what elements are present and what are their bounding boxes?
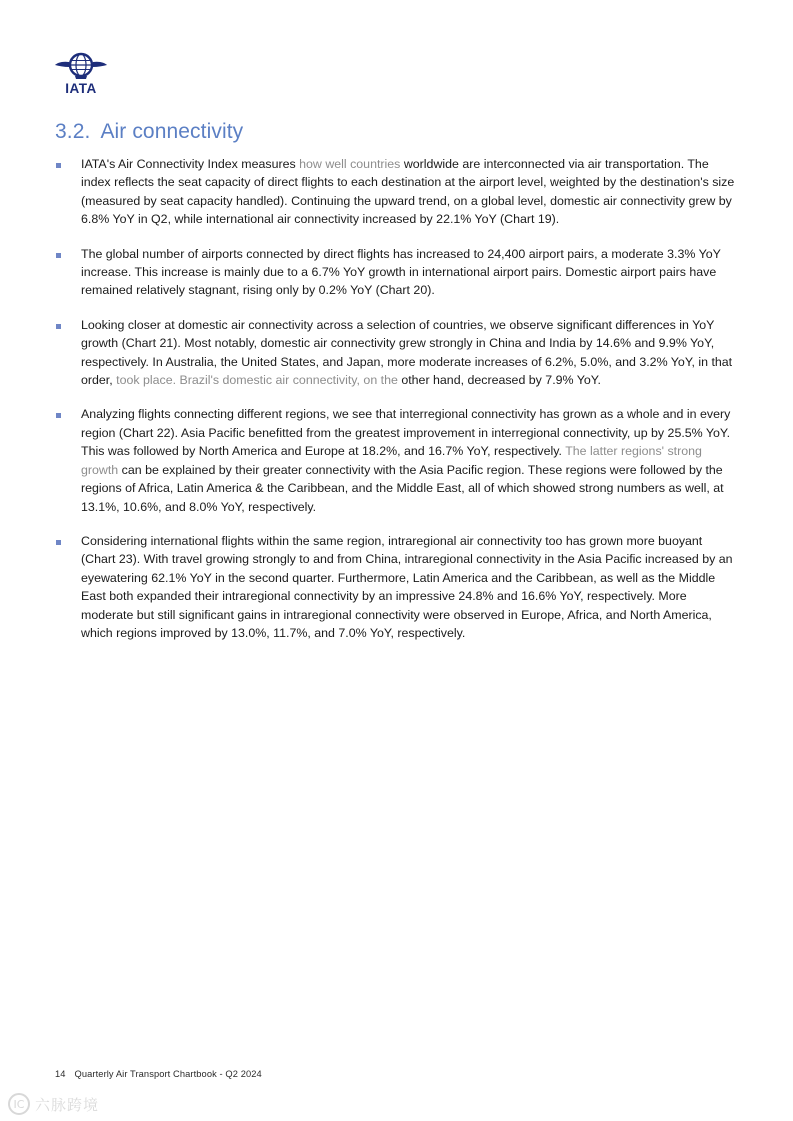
bullet-text [81, 532, 739, 642]
page-title [55, 120, 243, 144]
bullet-square-icon [55, 532, 81, 545]
bullet-item [55, 316, 739, 390]
bullet-text [81, 405, 739, 515]
footer-document-title: Quarterly Air Transport Chartbook - Q2 2024 [74, 1069, 262, 1079]
bullet-text-segment: worldwide are interconnected via air transportation. The index reflects the seat capacity of direct flights to each destination at the airport level, weighted by the destination's size (measured by seat capacity handled). Continuing the upward trend, on a global level, domestic air connectivity grew by 6.8% YoY in Q2, while international air connectivity increased by 22.1% YoY (Chart 19). [81, 157, 735, 227]
bullet-text-highlight: how well countries [299, 157, 401, 171]
bullet-square-icon [55, 316, 81, 329]
bullet-text-segment: Considering international flights within the same region, intraregional air connectivity too has grown more buoyant (Chart 23). With travel growing strongly to and from China, intraregional connectivity in the Asia Pacific increased by an eyewatering 62.1% YoY in the second quarter. Furthermore, Latin America and the Caribbean, as well as the Middle East both expanded their intraregional connectivity by an impressive 24.8% and 16.6% YoY, respectively. More moderate but still significant gains in intraregional connectivity were observed in Europe, Africa, and North America, which regions improved by 13.0%, 11.7%, and 7.0% YoY, respectively. [81, 533, 733, 640]
bullet-text-segment: The global number of airports connected by direct flights has increased to 24,400 airport pairs, a moderate 3.3% YoY increase. This increase is mainly due to a 6.7% YoY growth in international airport pairs. Domestic airport pairs have remained relatively stagnant, rising only by 0.2% YoY (Chart 20). [81, 246, 721, 298]
bullet-item [55, 155, 739, 229]
bullet-text [81, 155, 739, 229]
section-number: 3.2. [55, 120, 91, 143]
footer-page-number: 14 [55, 1069, 66, 1079]
iata-logo-text: IATA [65, 81, 97, 96]
iata-logo [55, 50, 111, 96]
bullet-text-segment: other hand, decreased by 7.9% YoY. [397, 373, 601, 388]
body-content [55, 155, 739, 658]
bullet-square-icon [55, 245, 81, 258]
bullet-square-icon [55, 155, 81, 168]
watermark-logo-icon: IC [8, 1093, 30, 1115]
bullet-text-segment: Analyzing flights connecting different regions, we see that interregional connectivity has grown as a whole and in every region (Chart 22). Asia Pacific benefitted from the greatest improvement in interregional connectivity, up by 25.5% YoY. This was followed by North America and Europe at 18.2%, and 16.7% YoY, respectively. [81, 407, 731, 459]
iata-winged-globe-logo-icon [55, 50, 107, 80]
bullet-text [81, 245, 739, 300]
watermark [8, 1093, 99, 1115]
bullet-text-segment: IATA's Air Connectivity Index measures [81, 157, 300, 171]
bullet-text-highlight: The latter regions' strong growth [81, 444, 702, 477]
section-title: Air connectivity [100, 120, 244, 143]
bullet-text [81, 316, 739, 390]
watermark-text: 六脉跨境 [35, 1095, 100, 1114]
bullet-square-icon [55, 405, 81, 418]
bullet-item [55, 405, 739, 515]
bullet-text-segment: Looking closer at domestic air connectivity across a selection of countries, we observe significant differences in YoY growth (Chart 21). Most notably, domestic air connectivity grew strongly in China and India by 14.6% and 9.9% YoY, respectively. In Australia, the United States, and Japan, more moderate increases of 6.2%, 5.0%, and 3.2% YoY, in that order, [81, 317, 733, 388]
bullet-item [55, 532, 739, 642]
bullet-text-highlight: took place. Brazil's domestic air connectivity, on the [116, 373, 398, 388]
bullet-item [55, 245, 739, 300]
bullet-text-segment: can be explained by their greater connectivity with the Asia Pacific region. These regions were followed by the regions of Africa, Latin America & the Caribbean, and the Middle East, all of which showed strong numbers as well, at 13.1%, 10.6%, and 8.0% YoY, respectively. [81, 462, 724, 514]
page-footer [55, 1069, 262, 1079]
